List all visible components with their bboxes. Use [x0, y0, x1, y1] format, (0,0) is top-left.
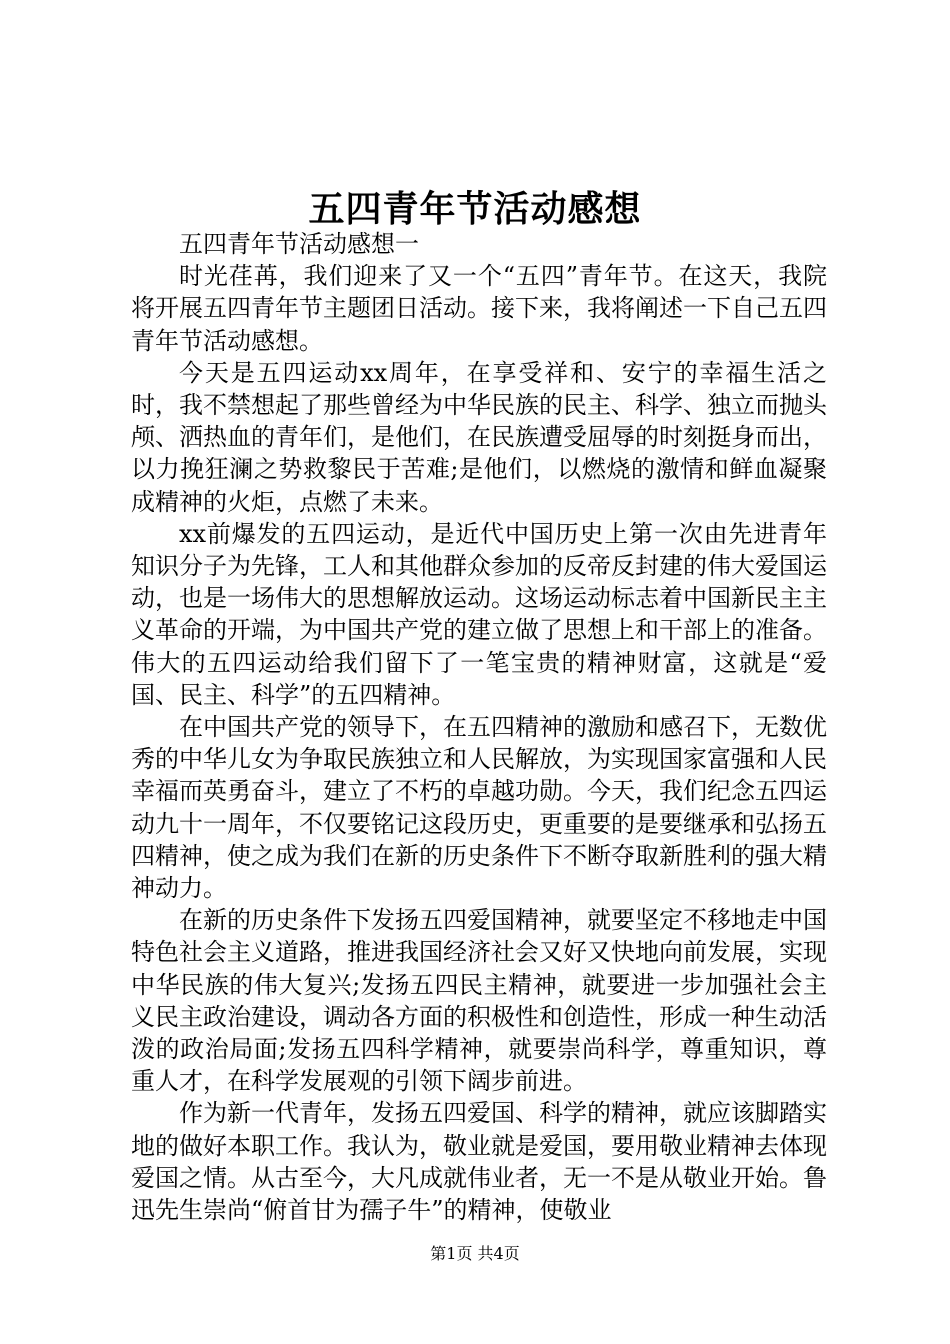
paragraph: 作为新一代青年，发扬五四爱国、科学的精神，就应该脚踏实地的做好本职工作。我认为，敬业就是爱国，要用敬业精神去体现爱国之情。从古至今，大凡成就伟业者，无一不是从敬业开始。鲁迅先生崇尚“俯首甘为孺子牛”的精神，使敬业 [131, 1099, 827, 1225]
paragraph: 在中国共产党的领导下，在五四精神的激励和感召下，无数优秀的中华儿女为争取民族独立和人民解放，为实现国家富强和人民幸福而英勇奋斗，建立了不朽的卓越功勋。今天，我们纪念五四运动九十一周年，不仅要铭记这段历史，更重要的是要继承和弘扬五四精神，使之成为我们在新的历史条件下不断夺取新胜利的强大精神动力。 [131, 713, 827, 903]
paragraph: 在新的历史条件下发扬五四爱国精神，就要坚定不移地走中国特色社会主义道路，推进我国经济社会又好又快地向前发展，实现中华民族的伟大复兴;发扬五四民主精神，就要进一步加强社会主义民主政治建设，调动各方面的积极性和创造性，形成一种生动活泼的政治局面;发扬五四科学精神，就要崇尚科学，尊重知识，尊重人才，在科学发展观的引领下阔步前进。 [131, 906, 827, 1096]
paragraph: xx前爆发的五四运动，是近代中国历史上第一次由先进青年知识分子为先锋，工人和其他群众参加的反帝反封建的伟大爱国运动，也是一场伟大的思想解放运动。这场运动标志着中国新民主主义革命的开端，为中国共产党的建立做了思想上和干部上的准备。伟大的五四运动给我们留下了一笔宝贵的精神财富，这就是“爱国、民主、科学”的五四精神。 [131, 519, 827, 709]
paragraph: 今天是五四运动xx周年，在享受祥和、安宁的幸福生活之时，我不禁想起了那些曾经为中华民族的民主、科学、独立而抛头颅、洒热血的青年们，是他们，在民族遭受屈辱的时刻挺身而出，以力挽狂澜之势救黎民于苦难;是他们，以燃烧的激情和鲜血凝聚成精神的火炬，点燃了未来。 [131, 358, 827, 516]
document-title: 五四青年节活动感想 [308, 188, 642, 230]
section-heading: 五四青年节活动感想一 [179, 230, 419, 258]
paragraph: 时光荏苒，我们迎来了又一个“五四”青年节。在这天，我院将开展五四青年节主题团日活动。接下来，我将阐述一下自己五四青年节活动感想。 [131, 262, 827, 355]
page-number-footer: 第1页 共4页 [430, 1244, 520, 1263]
document-body [131, 228, 827, 1226]
